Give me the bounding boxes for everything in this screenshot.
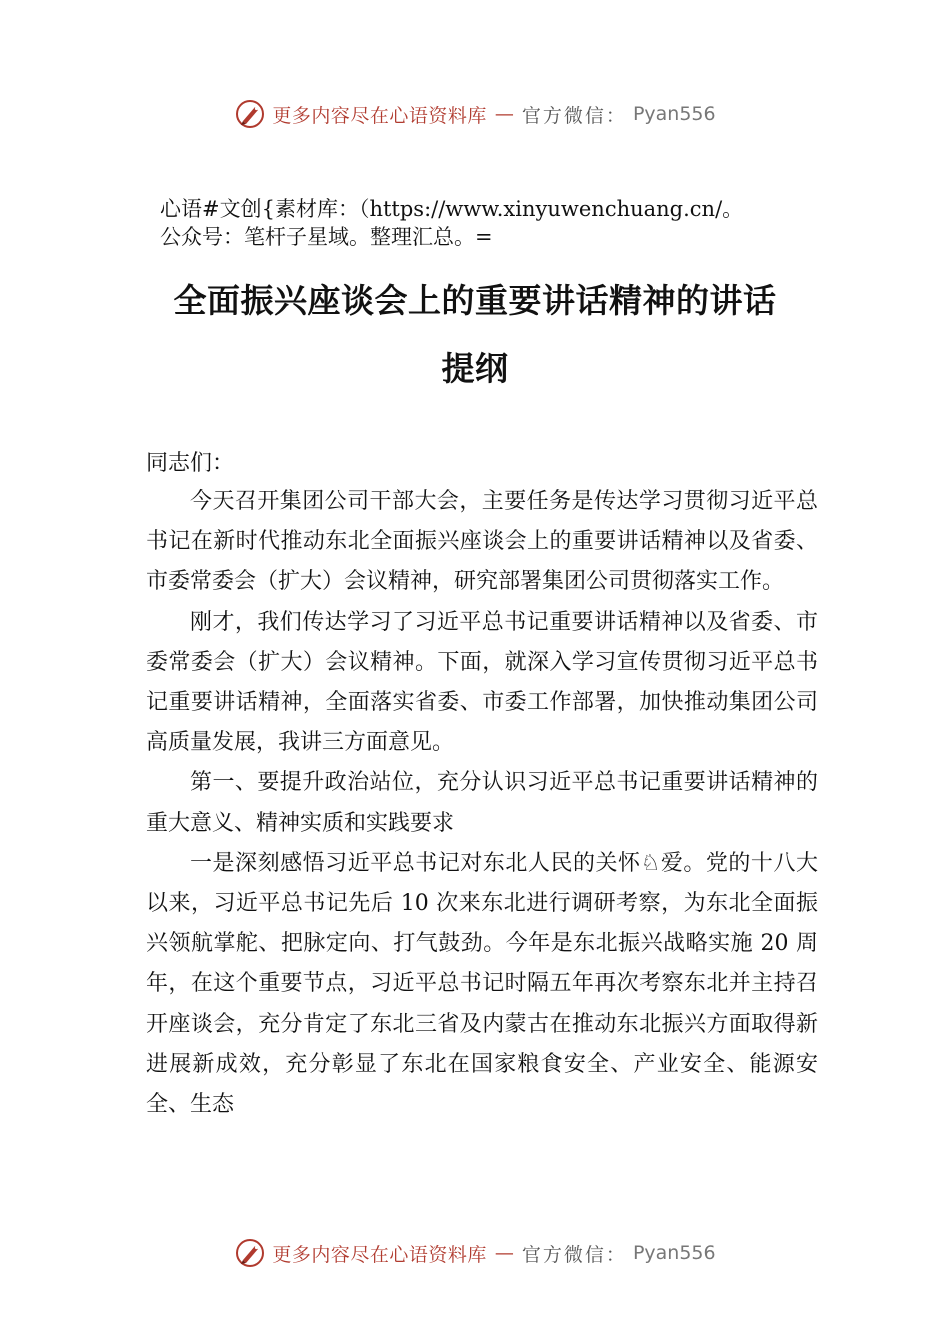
pen-logo-icon	[234, 98, 266, 130]
banner-wechat-label: 官方微信：	[521, 1243, 627, 1266]
header-banner	[0, 94, 950, 134]
source-note-line-2: 公众号：笔杆子星域。整理汇总。=	[160, 225, 493, 249]
greeting: 同志们：	[146, 451, 235, 476]
source-note	[160, 195, 860, 251]
document-title-line-2: 提纲	[441, 349, 509, 388]
pen-logo-icon	[234, 1237, 266, 1269]
paragraph: 今天召开集团公司干部大会，主要任务是传达学习贯彻习近平总书记在新时代推动东北全面振兴座谈会上的重要讲话精神以及省委、市委常委会（扩大）会议精神，研究部署集团公司贯彻落实工作。	[146, 489, 818, 595]
document-body	[146, 482, 818, 1125]
paragraph: 一是深刻感悟习近平总书记对东北人民的关怀♘爱。党的十八大以来，习近平总书记先后 10 次来东北进行调研考察，为东北全面振兴领航掌舵、把脉定向、打气鼓劲。今年是东北振兴战略实施 20 周年，在这个重要节点，习近平总书记时隔五年再次考察东北并主持召开座谈会，充分肯定了东北三省及内蒙古在推动东北振兴方面取得新进展新成效，充分彰显了东北在国家粮食安全、产业安全、能源安全、生态	[146, 850, 818, 1118]
section-heading: 第一、要提升政治站位，充分认识习近平总书记重要讲话精神的重大意义、精神实质和实践要求	[146, 770, 818, 836]
banner-wechat-id: Pyan556	[632, 103, 716, 125]
banner-wechat-label: 官方微信：	[521, 104, 627, 127]
paragraph: 刚才，我们传达学习了习近平总书记重要讲话精神以及省委、市委常委会（扩大）会议精神。下面，就深入学习宣传贯彻习近平总书记重要讲话精神，全面落实省委、市委工作部署，加快推动集团公司高质量发展，我讲三方面意见。	[146, 609, 818, 756]
banner-slogan: 更多内容尽在心语资料库	[272, 104, 487, 127]
document-title-line-1: 全面振兴座谈会上的重要讲话精神的讲话	[173, 281, 777, 320]
source-note-line-1: 心语#文创{素材库：（https://www.xinyuwenchuang.cn/。	[160, 197, 744, 221]
banner-content	[234, 1237, 715, 1269]
banner-slogan: 更多内容尽在心语资料库	[272, 1243, 487, 1266]
banner-separator: —	[494, 1242, 514, 1264]
banner-wechat-id: Pyan556	[632, 1242, 716, 1264]
banner-content	[234, 98, 715, 130]
footer-banner	[0, 1233, 950, 1273]
banner-separator: —	[494, 103, 514, 125]
